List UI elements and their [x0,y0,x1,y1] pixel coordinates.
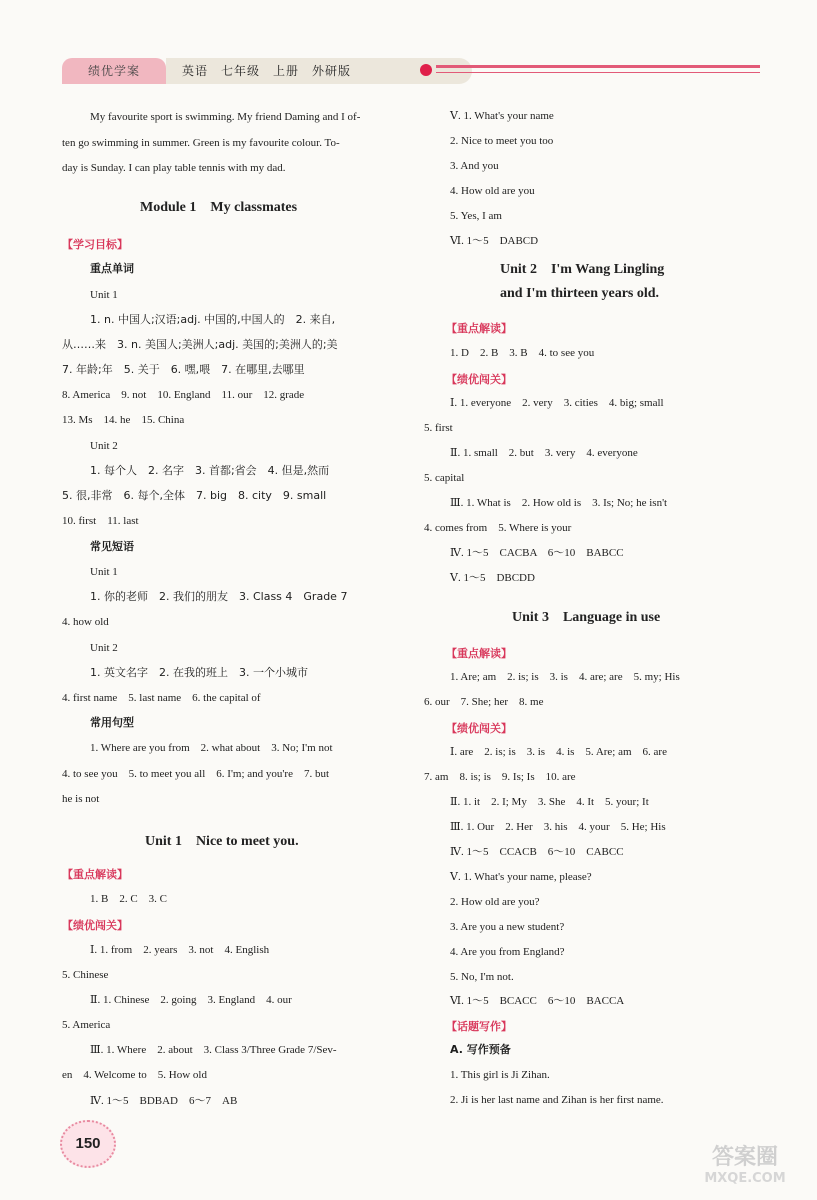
right-line: 7. am 8. is; is 9. Is; Is 10. are [424,771,576,783]
left-line: 【学习目标】 [62,238,128,251]
left-line: 1. Where are you from 2. what about 3. No; I'm not [90,742,333,754]
left-line: ten go swimming in summer. Green is my favourite colour. To- [62,137,340,149]
right-line: Ⅵ. 1～5 BCACC 6～10 BACCA [450,995,625,1007]
right-line: Ⅲ. 1. What is 2. How old is 3. Is; No; he isn't [450,497,668,509]
left-line: 1. 英文名字 2. 在我的班上 3. 一个小城市 [90,666,308,679]
left-line: 1. n. 中国人;汉语;adj. 中国的,中国人的 2. 来自, [90,313,336,326]
left-line: Ⅱ. 1. Chinese 2. going 3. England 4. our [90,994,292,1006]
left-line: 1. B 2. C 3. C [90,893,168,905]
left-line: Ⅰ. 1. from 2. years 3. not 4. English [90,944,270,956]
section-heading: Unit 1 Nice to meet you. [145,834,299,849]
section-heading: Unit 3 Language in use [512,610,661,625]
right-line: 2. Ji is her last name and Zihan is her first name. [450,1094,664,1106]
right-line: 5. Yes, I am [450,210,502,222]
right-line: 【重点解读】 [446,647,512,660]
left-line: 常见短语 [90,540,134,553]
right-line: 3. And you [450,160,499,172]
right-line: Ⅱ. 1. small 2. but 3. very 4. everyone [450,447,638,459]
left-line: 13. Ms 14. he 15. China [62,414,185,426]
left-line: Unit 1 [90,566,118,578]
right-line: Ⅳ. 1～5 CCACB 6～10 CABCC [450,846,624,858]
right-line: 【绩优闯关】 [446,722,512,735]
left-line: en 4. Welcome to 5. How old [62,1069,207,1081]
left-line: 5. 很,非常 6. 每个,全体 7. big 8. city 9. small [62,489,327,502]
watermark-url: MXQE.COM [704,1171,786,1186]
left-line: 4. how old [62,616,109,628]
left-line: 4. to see you 5. to meet you all 6. I'm; and you're 7. but [62,768,330,780]
right-line: 5. first [424,422,453,434]
right-line: Ⅴ. 1～5 DBCDD [450,572,535,584]
right-line: Ⅵ. 1～5 DABCD [450,235,539,247]
left-line: 4. first name 5. last name 6. the capital of [62,692,261,704]
right-line: 1. Are; am 2. is; is 3. is 4. are; are 5. my; His [450,671,680,683]
watermark-logo [680,1145,810,1195]
right-line: Ⅲ. 1. Our 2. Her 3. his 4. your 5. He; His [450,821,666,833]
left-line: 1. 每个人 2. 名字 3. 首都;省会 4. 但是,然而 [90,464,330,477]
left-line: 常用句型 [90,716,134,729]
left-line: 从……来 3. n. 美国人;美洲人;adj. 美国的;美洲人的;美 [62,338,338,351]
right-line: 4. comes from 5. Where is your [424,522,572,534]
right-line: 【绩优闯关】 [446,373,512,386]
right-line: Ⅱ. 1. it 2. I; My 3. She 4. It 5. your; It [450,796,649,808]
left-line: Unit 2 [90,440,118,452]
right-line: Ⅴ. 1. What's your name, please? [450,871,592,883]
right-line: 4. How old are you [450,185,535,197]
right-line: Ⅰ. are 2. is; is 3. is 4. is 5. Are; am 6. are [450,746,667,758]
left-line: Ⅲ. 1. Where 2. about 3. Class 3/Three Grade 7/Sev- [90,1044,337,1056]
right-line: 5. No, I'm not. [450,971,514,983]
left-line: 重点单词 [90,262,134,275]
subject-label: 英语 七年级 上册 外研版 [182,64,352,78]
section-heading: and I'm thirteen years old. [500,286,660,301]
header-dot [420,64,432,76]
right-line: 1. This girl is Ji Zihan. [450,1069,550,1081]
right-line: Ⅰ. 1. everyone 2. very 3. cities 4. big; small [450,397,664,409]
section-heading: Module 1 My classmates [140,200,298,215]
right-line: 5. capital [424,472,465,484]
left-line: he is not [62,793,100,805]
left-line: 10. first 11. last [62,515,139,527]
section-heading: Unit 2 I'm Wang Lingling [500,262,665,277]
right-line: Ⅴ. 1. What's your name [450,110,554,122]
left-line: Unit 1 [90,289,118,301]
left-line: 8. America 9. not 10. England 11. our 12. grade [62,389,305,401]
watermark-text: 答案圈 [711,1145,778,1170]
left-line: day is Sunday. I can play table tennis with my dad. [62,162,286,174]
left-line: 【重点解读】 [62,868,128,881]
right-line: 6. our 7. She; her 8. me [424,696,544,708]
right-line: 3. Are you a new student? [450,921,565,933]
left-line: Ⅳ. 1～5 BDBAD 6～7 AB [90,1095,238,1107]
header-rule-thin [436,72,760,73]
right-line: 【话题写作】 [446,1020,512,1033]
left-line: 5. America [62,1019,111,1031]
right-line: 4. Are you from England? [450,946,565,958]
header-rule [436,65,760,68]
right-line: A. 写作预备 [450,1043,511,1056]
left-line: 1. 你的老师 2. 我们的朋友 3. Class 4 Grade 7 [90,590,348,603]
right-line: 1. D 2. B 3. B 4. to see you [450,347,595,359]
left-line: Unit 2 [90,642,118,654]
page-number: 150 [60,1120,116,1168]
right-line: 2. Nice to meet you too [450,135,554,147]
left-line: 【绩优闯关】 [62,919,128,932]
left-line: My favourite sport is swimming. My friend Daming and I of- [90,111,361,123]
right-line: Ⅳ. 1～5 CACBA 6～10 BABCC [450,547,624,559]
right-line: 2. How old are you? [450,896,540,908]
left-line: 7. 年龄;年 5. 关于 6. 嘿,喂 7. 在哪里,去哪里 [62,363,305,376]
left-line: 5. Chinese [62,969,109,981]
book-title-tab: 绩优学案 [62,58,166,84]
page-header [62,48,762,90]
right-line: 【重点解读】 [446,322,512,335]
